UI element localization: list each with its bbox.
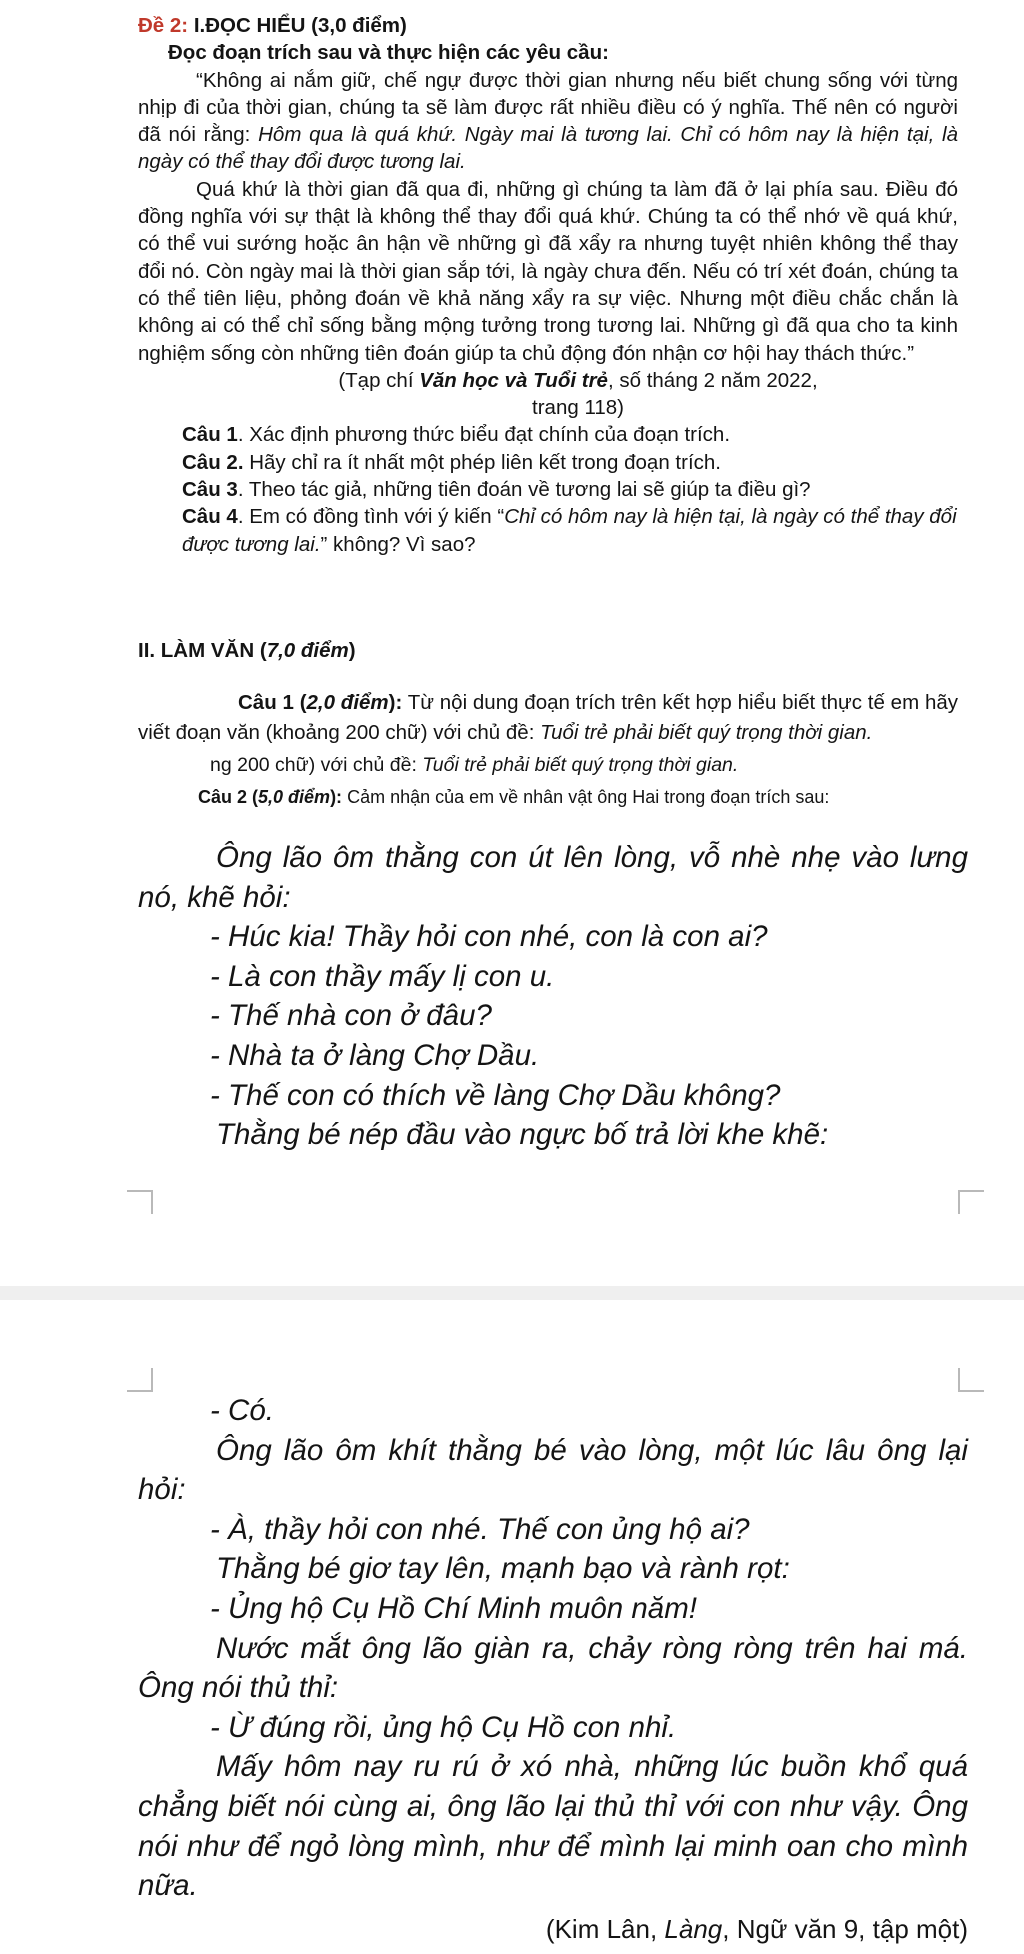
writing-points: 7,0 điểm [266, 639, 349, 662]
fragment-topic: Tuổi trẻ phải biết quý trọng thời gian. [422, 753, 739, 776]
story-line: Mấy hôm nay ru rú ở xó nhà, những lúc buồn khổ quá chẳng biết nói cùng ai, ông lão lại thủ thỉ với con như vậy. Ông nói như để ngỏ lòng mình, như để mình lại minh oan cho mình nữa. [138, 1750, 968, 1903]
task-points: 2,0 điểm [306, 690, 389, 714]
question-text: . Em có đồng tình với ý kiến “ [237, 505, 505, 529]
story-line: - Có. [210, 1394, 274, 1427]
writing-section [138, 637, 958, 812]
story-excerpt-part-2 [138, 1391, 968, 1906]
crop-mark-bottom-left [127, 1368, 153, 1392]
source-page: trang 118) [532, 396, 624, 420]
task-label-close: ): [388, 690, 403, 714]
task-label-close: ): [330, 787, 343, 807]
question-text: . Theo tác giả, những tiên đoán về tương lai sẽ giúp ta điều gì? [237, 478, 811, 502]
story-line: - Thế nhà con ở đâu? [210, 999, 492, 1033]
story-line: Ông lão ôm khít thằng bé vào lòng, một lúc lâu ông lại hỏi: [138, 1433, 968, 1507]
writing-heading-text: II. LÀM VĂN ( [138, 639, 267, 662]
story-line: - À, thầy hỏi con nhé. Thế con ủng hộ ai? [210, 1512, 750, 1546]
reading-heading-text: I.ĐỌC HIỂU (3,0 điểm) [188, 14, 407, 37]
passage-paragraph-2: Quá khứ là thời gian đã qua đi, những gì chúng ta làm đã ở lại phía sau. Điều đó đồng nghĩa với sự thật là không thể thay đổi quá khứ. Chúng ta có thể nhớ về quá khứ, có thể vui sướng hoặc ân hận về những gì đã xẩy ra nhưng tuyệt nhiên không thể thay đổi nó. Còn ngày mai là thời gian sắp tới, là ngày chưa đến. Nếu có trí xét đoán, chúng ta có thể tiên liệu, phỏng đoán về khả năng xẩy ra sự việc. Nhưng một điều chắc chắn là không ai có thể chỉ sống bằng mộng tưởng trong tương lai. Những gì đã qua cho ta kinh nghiệm sống còn những tiên đoán giúp ta chủ động đón nhận cơ hội hay thách thức.” [138, 177, 958, 365]
page-gap [0, 1286, 1024, 1300]
story-line: - Là con thầy mấy lị con u. [210, 959, 555, 993]
writing-task-1 [138, 688, 958, 748]
question-2 [138, 449, 958, 476]
story-line: - Húc kia! Thầy hỏi con nhé, con là con ai? [210, 920, 768, 954]
story-line: - Ủng hộ Cụ Hồ Chí Minh muôn năm! [210, 1591, 697, 1625]
task-label-text: Câu 1 ( [238, 690, 307, 714]
citation-title: Làng [664, 1914, 723, 1944]
task-topic: Tuổi trẻ phải biết quý trọng thời gian. [540, 720, 873, 744]
task-text: Cảm nhận của em về nhân vật ông Hai trong đoạn trích sau: [342, 787, 830, 807]
question-label: Câu 3 [182, 478, 238, 502]
question-label: Câu 1 [182, 423, 238, 447]
question-label: Câu 4 [182, 505, 238, 529]
source-magazine: Văn học và Tuổi trẻ [419, 368, 608, 392]
fragment-text: ng 200 chữ) với chủ đề: [210, 753, 423, 776]
task-label [238, 691, 402, 714]
crop-mark-top-right [958, 1190, 984, 1214]
question-4 [138, 503, 958, 558]
writing-task-2 [138, 783, 958, 812]
passage-quote: Hôm qua là quá khứ. Ngày mai là tương lai. Chỉ có hôm nay là hiện tại, là ngày có thể thay đổi được tương lai. [138, 123, 958, 174]
story-excerpt-part-1 [138, 838, 968, 1155]
question-1 [138, 421, 958, 448]
passage-source [138, 367, 958, 422]
story-line: - Thế con có thích về làng Chợ Dầu không? [210, 1078, 781, 1112]
writing-task-fragment [138, 751, 958, 780]
task-text: Từ nội dung đoạn trích trên kết hợp hiểu biết thực tế em hãy viết đoạn văn (khoảng 200 chữ) với chủ đề: [138, 690, 958, 744]
instruction: Đọc đoạn trích sau và thực hiện các yêu cầu: [168, 41, 609, 65]
question-3 [138, 476, 958, 503]
crop-mark-bottom-right [958, 1368, 984, 1392]
story-line: - Nhà ta ở làng Chợ Dầu. [210, 1038, 540, 1072]
question-label: Câu 2. [182, 450, 244, 474]
citation-author: (Kim Lân, [545, 1914, 665, 1944]
question-text: Hãy chỉ ra ít nhất một phép liên kết trong đoạn trích. [243, 450, 721, 474]
question-quote: Chỉ có hôm nay là hiện tại, là ngày có thể thay đổi được tương lai. [182, 505, 957, 556]
source-text: (Tạp chí [338, 368, 420, 392]
task-label [198, 787, 342, 807]
story-line: - Ừ đúng rồi, ủng hộ Cụ Hồ con nhỉ. [210, 1710, 677, 1744]
reading-heading [138, 12, 958, 39]
passage-paragraph-1 [138, 67, 958, 176]
task-label-text: Câu 2 ( [198, 787, 259, 807]
question-text: . Xác định phương thức biểu đạt chính của đoạn trích. [237, 423, 731, 447]
story-line: Thằng bé nép đầu vào ngực bố trả lời khe khẽ: [216, 1118, 829, 1152]
story-line: Ông lão ôm thằng con út lên lòng, vỗ nhè nhẹ vào lưng nó, khẽ hỏi: [138, 841, 968, 914]
passage-text: “Không ai nắm giữ, chế ngự được thời gian nhưng nếu biết chung sống với từng nhịp đi của thời gian, chúng ta sẽ làm được rất nhiều điều có ý nghĩa. Thế nên có người đã nói rằng: [138, 68, 958, 147]
crop-mark-top-left [127, 1190, 153, 1214]
writing-heading [138, 637, 958, 666]
citation-book: , Ngữ văn 9, tập một) [722, 1914, 968, 1944]
task-points: 5,0 điểm [258, 787, 331, 807]
story-citation [138, 1912, 968, 1946]
source-issue: , số tháng 2 năm 2022, [607, 368, 818, 392]
writing-heading-close: ) [348, 639, 356, 662]
story-line: Nước mắt ông lão giàn ra, chảy ròng ròng trên hai má. Ông nói thủ thỉ: [138, 1631, 968, 1705]
question-text: ” không? Vì sao? [320, 532, 476, 556]
reading-section [138, 12, 958, 558]
exam-label: Đề 2: [138, 14, 189, 37]
story-line: Thằng bé giơ tay lên, mạnh bạo và rành rọt: [216, 1552, 790, 1586]
